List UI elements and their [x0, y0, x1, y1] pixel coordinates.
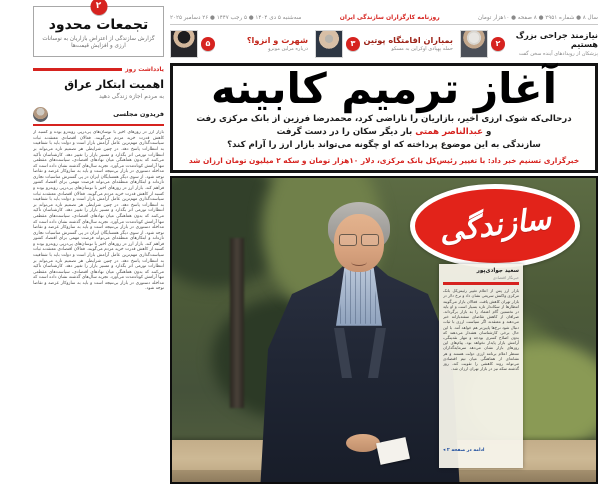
daily-note-subtitle: به مردم اجازه زندگی دهید [98, 92, 164, 100]
author-name: فریدون مجلسی [113, 110, 164, 119]
glasses [339, 234, 379, 245]
teaser-text [218, 36, 308, 53]
daily-note-title: اهمیت ابتکار عراق [64, 77, 164, 91]
teaser-subtitle: حمله پهپادی اوکراین به مسکو [391, 46, 453, 53]
teaser-item-surgery [460, 29, 598, 59]
teaser-subtitle: درباره مرلین مونرو [268, 46, 308, 53]
overlay-article-column [439, 264, 523, 468]
masthead-rule [170, 24, 598, 25]
sazandegi-logo-text: سازندگی [437, 201, 553, 250]
page-number-badge: ۵ [201, 37, 215, 51]
lead-photo [170, 176, 598, 484]
page-number-badge: ۲ [90, 0, 107, 15]
sidebar-story-subtitle: گزارش سازندگی از اعتراض بازاریان به نوسانات ارزی و افزایش قیمت‌ها [42, 35, 155, 50]
column-byline: سعید جوادی‌پور [476, 267, 519, 274]
deck-line-3: سازندگی به این موضوع پرداخته که او چگونه می‌تواند بازار ارز را آرام کند؟ [227, 140, 541, 151]
red-strapline: خبرگزاری تسنیم خبر داد: با تغییر رئیس‌کل بانک مرکزی، دلار ۱۰هزار تومان و سکه ۲ میلیون تومان ارزان شد [188, 155, 580, 165]
daily-note-label: یادداشت روز [125, 65, 164, 73]
teaser-title: بمباران اقامتگاه پوتین [363, 34, 453, 45]
deck-line-1: درحالی‌که شوک ارزی اخیر، بازاریان را ناراضی کرد، محمدرضا فرزین از بانک مرکزی رفت [196, 113, 572, 124]
teaser-photo [460, 30, 488, 58]
lead-deck [181, 113, 587, 153]
teaser-title: نیازمند جراحی بزرگ هستیم [515, 30, 598, 50]
column-body-text: بازار ارز پس از اعلام تغییر رئیس‌کل بانک مرکزی واکنش سریعی نشان داد و نرخ دلار در بازار تهران کاهش یافت. فعالان بازار می‌گویند انتظارها از سکاندار تازه بسیار است و او باید در نخستین گام اعتماد را به بازار برگرداند. صرافان از کاهش تقاضای سفته‌بازانه خبر می‌دهند و معتقدند اگر سیاست ارزی با ثبات دنبال شود نرخ‌ها پایین‌تر هم خواهد آمد. با این حال برخی کارشناسان هشدار می‌دهند که بدون اصلاح کسری بودجه و مهار نقدینگی، آرامش بازار پایدار نخواهد بود. پیام‌های این روزهای بازار نشان می‌دهد سرمایه‌گذاران منتظر اعلام برنامه ارزی دولت هستند و هر نشانه‌ای از هماهنگی میان تیم اقتصادی می‌تواند روند کاهشی را تقویت کند. روز گذشته سکه نیز در بازار تهران ارزان شد. [443, 288, 519, 372]
deck-line-2-name: عبدالناصر همتی [415, 127, 484, 138]
page-number-badge: ۲ [491, 37, 505, 51]
daily-note-body-text: بازار ارز در روزهای اخیر با نوسان‌های پی‌درپی روبه‌رو بوده و کسبه از کاهش قدرت خرید مردم می‌گویند. فعالان اقتصادی معتقدند ثبات سیاست‌گذاری مهم‌ترین عامل آرامش بازار است و دولت باید با شفافیت به انتظارات پاسخ دهد. در چنین شرایطی هر تصمیم تازه می‌تواند بر انتظارات تورمی اثر بگذارد و مسیر بازار را تغییر دهد. کارشناسان تأکید می‌کنند که بدون هماهنگی میان نهادهای اقتصادی، سیاست‌های مقطعی تنها آرامش کوتاه‌مدت می‌آورد. تجربه سال‌های گذشته نشان داده است که مداخله دستوری در بازار بی‌نتیجه است و باید به سازوکار عرضه و تقاضا توجه شود. از سوی دیگر همسایگان ایران در پی گسترش مناسبات تجاری تازه‌اند و ابتکارهای منطقه‌ای می‌تواند فرصت مهمی برای اقتصاد کشور فراهم کند. بازار ارز در روزهای اخیر با نوسان‌های پی‌درپی روبه‌رو بوده و کسبه از کاهش قدرت خرید مردم می‌گویند. فعالان اقتصادی معتقدند ثبات سیاست‌گذاری مهم‌ترین عامل آرامش بازار است و دولت باید با شفافیت به انتظارات پاسخ دهد. در چنین شرایطی هر تصمیم تازه می‌تواند بر انتظارات تورمی اثر بگذارد و مسیر بازار را تغییر دهد. کارشناسان تأکید می‌کنند که بدون هماهنگی میان نهادهای اقتصادی، سیاست‌های مقطعی تنها آرامش کوتاه‌مدت می‌آورد. تجربه سال‌های گذشته نشان داده است که مداخله دستوری در بازار بی‌نتیجه است و باید به سازوکار عرضه و تقاضا توجه شود. از سوی دیگر همسایگان ایران در پی گسترش مناسبات تجاری تازه‌اند و ابتکارهای منطقه‌ای می‌تواند فرصت مهمی برای اقتصاد کشور فراهم کند. بازار ارز در روزهای اخیر با نوسان‌های پی‌درپی روبه‌رو بوده و کسبه از کاهش قدرت خرید مردم می‌گویند. فعالان اقتصادی معتقدند ثبات سیاست‌گذاری مهم‌ترین عامل آرامش بازار است و دولت باید با شفافیت به انتظارات پاسخ دهد. در چنین شرایطی هر تصمیم تازه می‌تواند بر انتظارات تورمی اثر بگذارد و مسیر بازار را تغییر دهد. کارشناسان تأکید می‌کنند که بدون هماهنگی میان نهادهای اقتصادی، سیاست‌های مقطعی تنها آرامش کوتاه‌مدت می‌آورد. تجربه سال‌های گذشته نشان داده است که مداخله دستوری در بازار بی‌نتیجه است و باید به سازوکار عرضه و تقاضا توجه شود. [33, 130, 164, 292]
newspaper-brand-line: روزنامه کارگزاران سازندگی ایران [339, 14, 440, 21]
continued-on-page-tag: ادامه در صفحه ۲ ◂ [443, 448, 485, 454]
column-byline-role: خبرنگار اقتصادی [492, 274, 519, 280]
teaser-item-fame [170, 29, 308, 59]
sazandegi-logo [410, 184, 580, 268]
daily-note-section-header [33, 66, 164, 73]
red-bar [443, 282, 519, 286]
deck-line-2-pre: و [483, 127, 492, 138]
author-row [33, 107, 164, 122]
deck-line-2-post: بار دیگر سکان را در دست گرفت [276, 127, 416, 138]
sidebar-story-title: تجمعات محدود [48, 17, 149, 33]
lead-headline-box [170, 63, 598, 173]
teaser-strip [170, 29, 598, 59]
lead-headline: آغاز ترمیم کابینه [211, 64, 557, 113]
issue-info: سال ۸ ● شماره ۲۹۵۱ ● ۸ صفحه ● ۱۰هزار تومان [478, 15, 598, 21]
main-column [170, 14, 598, 484]
author-photo [33, 107, 48, 122]
teaser-item-putin [315, 29, 453, 59]
left-sidebar [33, 1, 164, 463]
teaser-photo [170, 30, 198, 58]
masthead-meta-row [170, 14, 598, 21]
teaser-text [508, 31, 598, 57]
hands [346, 434, 380, 452]
teaser-photo [315, 30, 343, 58]
red-divider-line [33, 68, 122, 71]
sidebar-top-story [33, 1, 164, 57]
smile [351, 258, 367, 266]
page-number-badge: ۳ [346, 37, 360, 51]
teaser-subtitle: پزشکان از رویدادهای آینده سخن گفت [518, 50, 598, 57]
tree-trunk [230, 238, 244, 408]
author-underline [33, 124, 164, 127]
teaser-title: شهرت و انزوا؟ [246, 34, 308, 45]
teaser-text [363, 36, 453, 53]
date-line: سه‌شنبه ۵ دی ۱۴۰۴ ● ۵ رجب ۱۴۴۷ ● ۲۶ دسامبر ۲۰۲۵ [170, 15, 302, 21]
